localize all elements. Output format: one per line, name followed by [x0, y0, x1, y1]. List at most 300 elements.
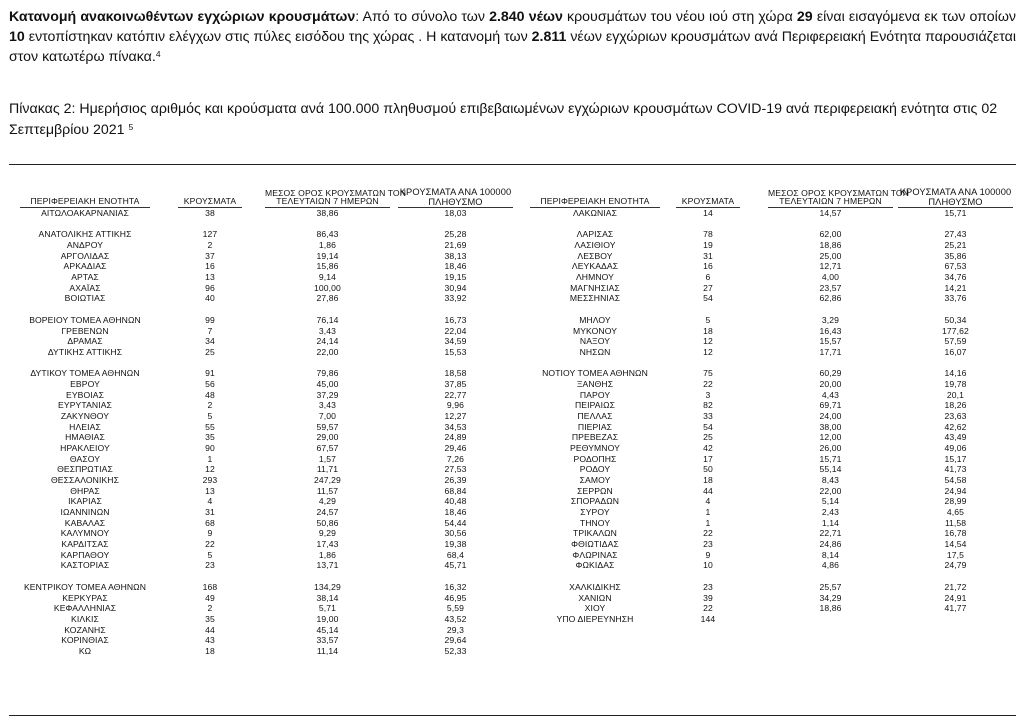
table-cell-cases-left: 55: [205, 421, 215, 432]
table-cell-cases-left: 4: [207, 496, 213, 507]
table-cell-region-right: ΣΥΡΟΥ: [580, 507, 610, 517]
table-cell-avg7d-right: 26,00: [819, 443, 842, 453]
table-cell-cases-right: 19: [703, 240, 713, 250]
table-cell-region-left: ΘΕΣΣΑΛΟΝΙΚΗΣ: [50, 475, 120, 485]
table-cell-cases-right: 22: [703, 378, 713, 389]
table-cell-cases-left: 168: [202, 581, 218, 592]
table-cell-region-right: ΠΕΙΡΑΙΩΣ: [574, 400, 616, 411]
table-cell-region-left: ΚΟΡΙΝΘΙΑΣ: [61, 635, 109, 646]
table-cell-per100k-right: 16,07: [944, 346, 967, 357]
table-cell-avg7d-right: 22,71: [819, 528, 842, 539]
table-cell-per100k-right: 43,49: [944, 432, 967, 443]
table-cell-region-left: ΓΡΕΒΕΝΩΝ: [61, 325, 109, 336]
table-cell-avg7d-left: 22,00: [316, 346, 339, 357]
table-cell-cases-left: 2: [207, 400, 213, 411]
table-cell-per100k-right: 34,76: [944, 272, 967, 283]
table-cell-per100k-right: 177,62: [942, 325, 969, 336]
table-cell-cases-right: 5: [705, 314, 711, 325]
table-cell-cases-left: 127: [202, 229, 218, 240]
table-cell-per100k-left: 38,13: [444, 250, 467, 261]
table-cell-region-left: ΖΑΚΥΝΘΟΥ: [60, 410, 110, 421]
table-cell-cases-right: 22: [703, 528, 713, 539]
table-cell-per100k-right: 20,1: [946, 389, 965, 400]
table-cell-cases-right: 23: [703, 539, 713, 550]
table-cell-avg7d-left: 4,29: [318, 496, 337, 507]
table-cell-per100k-right: 14,54: [944, 539, 967, 550]
table-cell-per100k-left: 29,3: [446, 624, 465, 635]
table-cell-region-right: ΛΑΚΩΝΙΑΣ: [572, 208, 618, 218]
table-cell-cases-right: 16: [703, 261, 713, 272]
table-cell-per100k-left: 30,94: [444, 282, 467, 293]
header-per100k-right-line2: ΠΛΗΘΥΣΜΟ: [928, 197, 983, 207]
table-cell-avg7d-left: 45,00: [316, 378, 339, 389]
table-cell-cases-left: 91: [205, 368, 215, 379]
table-cell-region-left: ΔΡΑΜΑΣ: [67, 336, 103, 347]
table-cell-cases-left: 9: [207, 528, 213, 539]
table-cell-cases-right: 31: [703, 250, 713, 261]
table-cell-cases-right: 27: [703, 282, 713, 293]
table-cell-avg7d-left: 1,57: [318, 453, 337, 464]
table-cell-per100k-right: 24,91: [944, 592, 967, 603]
table-cell-cases-right: 1: [705, 507, 711, 517]
table-cell-region-left: ΘΕΣΠΡΩΤΙΑΣ: [57, 464, 113, 475]
table-cell-region-left: ΙΚΑΡΙΑΣ: [68, 496, 102, 507]
table-cell-avg7d-right: 25,57: [819, 581, 842, 592]
table-cell-region-left: ΚΟΖΑΝΗΣ: [64, 624, 106, 635]
table-cell-avg7d-right: 14,57: [819, 208, 842, 218]
table-cell-cases-right: 14: [703, 208, 713, 218]
table-cell-region-right: ΤΗΝΟΥ: [579, 517, 611, 528]
table-cell-region-right: ΣΑΜΟΥ: [579, 475, 611, 485]
table-cell-region-right: ΠΙΕΡΙΑΣ: [577, 421, 613, 432]
table-cell-per100k-left: 29,46: [444, 443, 467, 453]
table-cell-cases-left: 44: [205, 624, 215, 635]
table-cell-cases-right: 18: [703, 475, 713, 485]
table-cell-cases-right: 33: [703, 410, 713, 421]
table-cell-cases-left: 18: [205, 645, 215, 656]
table-cell-region-left: ΒΟΡΕΙΟΥ ΤΟΜΕΑ ΑΘΗΝΩΝ: [29, 314, 141, 325]
table-cell-per100k-right: 41,73: [944, 464, 967, 475]
table-cell-avg7d-left: 76,14: [316, 314, 339, 325]
table-cell-cases-left: 13: [205, 485, 215, 496]
table-cell-cases-left: 31: [205, 507, 215, 517]
table-cell-cases-right: 17: [703, 453, 713, 464]
table-cell-cases-left: 2: [207, 240, 213, 250]
table-cell-region-left: ΚΕΝΤΡΙΚΟΥ ΤΟΜΕΑ ΑΘΗΝΩΝ: [23, 581, 147, 592]
table-cell-per100k-right: 24,79: [944, 560, 967, 571]
table-cell-region-left: ΒΟΙΩΤΙΑΣ: [64, 293, 106, 304]
table-cell-cases-right: 82: [703, 400, 713, 411]
table-cell-region-left: ΔΥΤΙΚΟΥ ΤΟΜΕΑ ΑΘΗΝΩΝ: [30, 368, 140, 379]
table-cell-per100k-left: 27,53: [444, 464, 467, 475]
table-cell-avg7d-left: 11,57: [316, 485, 339, 496]
table-cell-avg7d-left: 29,00: [316, 432, 339, 443]
table-cell-avg7d-left: 33,57: [316, 635, 339, 646]
table-cell-avg7d-right: 55,14: [819, 464, 842, 475]
table-cell-per100k-left: 16,73: [444, 314, 467, 325]
table-cell-avg7d-right: 17,71: [819, 346, 842, 357]
table-cell-per100k-left: 46,95: [444, 592, 467, 603]
table-cell-per100k-left: 29,64: [444, 635, 467, 646]
table-cell-region-left: ΚΕΡΚΥΡΑΣ: [62, 592, 108, 603]
table-cell-cases-right: 50: [703, 464, 713, 475]
table-cell-avg7d-left: 5,71: [318, 603, 337, 614]
table-cell-cases-left: 49: [205, 592, 215, 603]
table-cell-per100k-right: 23,63: [944, 410, 967, 421]
table-cell-per100k-left: 18,46: [444, 261, 467, 272]
table-cell-per100k-right: 24,94: [944, 485, 967, 496]
header-avg-right-line1: ΜΕΣΟΣ ΟΡΟΣ ΚΡΟΥΣΜΑΤΩΝ ΤΟΝ: [768, 188, 909, 198]
table-cell-per100k-left: 18,58: [444, 368, 467, 379]
table-cell-avg7d-right: 16,43: [819, 325, 842, 336]
header-region-right: ΠΕΡΙΦΕΡΕΙΑΚΗ ΕΝΟΤΗΤΑ: [540, 196, 650, 206]
table-cell-avg7d-right: 8,14: [821, 549, 840, 560]
table-cell-avg7d-left: 9,14: [318, 272, 337, 283]
table-cell-avg7d-right: 24,86: [819, 539, 842, 550]
table-cell-region-right: ΛΕΥΚΑΔΑΣ: [571, 261, 619, 272]
table-cell-avg7d-left: 1,86: [318, 240, 337, 250]
table-cell-region-left: ΙΩΑΝΝΙΝΩΝ: [60, 507, 110, 517]
intro-domestic-count: 2.811: [531, 29, 567, 45]
table-cell-cases-right: 54: [703, 293, 713, 304]
table-cell-region-left: ΕΥΡΥΤΑΝΙΑΣ: [58, 400, 112, 411]
table-cell-avg7d-left: 38,14: [316, 592, 339, 603]
table-cell-cases-right: 42: [703, 443, 713, 453]
table-cell-region-right: ΠΡΕΒΕΖΑΣ: [571, 432, 619, 443]
table-cell-region-right: ΦΛΩΡΙΝΑΣ: [572, 549, 618, 560]
table-cell-cases-right: 9: [705, 549, 711, 560]
table-cell-avg7d-right: 12,00: [819, 432, 842, 443]
table-cell-region-right: ΞΑΝΘΗΣ: [576, 378, 614, 389]
table-cell-region-left: ΘΗΡΑΣ: [70, 485, 100, 496]
table-cell-avg7d-left: 100,00: [314, 282, 341, 293]
table-cell-region-left: ΑΧΑΪΑΣ: [69, 282, 101, 293]
table-cell-per100k-left: 34,53: [444, 421, 467, 432]
table-cell-avg7d-right: 23,57: [819, 282, 842, 293]
header-avg-left-line2: ΤΕΛΕΥΤΑΙΩΝ 7 ΗΜΕΡΩΝ: [276, 196, 379, 206]
table-cell-cases-left: 7: [207, 325, 213, 336]
table-cell-cases-right: 12: [703, 336, 713, 347]
table-cell-per100k-left: 22,77: [444, 389, 467, 400]
table-cell-per100k-left: 37,85: [444, 378, 467, 389]
table-cell-per100k-right: 16,78: [944, 528, 967, 539]
table-cell-avg7d-right: 24,00: [819, 410, 842, 421]
intro-text-5: νέων εγχώριων κρουσμάτων ανά Περιφερειακή Ενότητα παρουσιάζεται στον κατωτέρω πίνακα.: [9, 29, 1016, 65]
table-cell-per100k-left: 54,44: [444, 517, 467, 528]
table-caption: [9, 99, 1016, 140]
table-cell-cases-left: 96: [205, 282, 215, 293]
table-cell-region-right: ΡΟΔΟΠΗΣ: [573, 453, 617, 464]
table-cell-avg7d-right: 5,14: [821, 496, 840, 507]
table-cell-cases-right: 1: [705, 517, 711, 528]
table-cell-region-left: ΚΑΒΑΛΑΣ: [64, 517, 106, 528]
table-cell-region-left: ΑΡΚΑΔΙΑΣ: [63, 261, 107, 272]
table-cell-region-right: ΡΕΘΥΜΝΟΥ: [570, 443, 620, 453]
table-cell-avg7d-left: 17,43: [316, 539, 339, 550]
table-top-rule: [9, 164, 1016, 165]
table-cell-avg7d-right: 20,00: [819, 378, 842, 389]
table-cell-per100k-left: 43,52: [444, 613, 467, 624]
table-cell-region-left: ΚΑΡΔΙΤΣΑΣ: [61, 539, 109, 550]
table-cell-avg7d-left: 134,29: [314, 581, 341, 592]
table-cell-region-right: ΥΠΟ ΔΙΕΡΕΥΝΗΣΗ: [556, 613, 634, 624]
table-cell-region-right: ΣΠΟΡΑΔΩΝ: [570, 496, 620, 507]
table-cell-avg7d-right: 18,86: [819, 240, 842, 250]
table-cell-per100k-left: 18,46: [444, 507, 467, 517]
caption-text: Πίνακας 2: Ημερήσιος αριθμός και κρούσματα ανά 100.000 πληθυσμού επιβεβαιωμένων εγχώριων κρουσμάτων COVID-19 ανά περιφερειακή ενότητα στις 02 Σεπτεμβρίου 2021: [9, 101, 998, 138]
table-cell-avg7d-right: 69,71: [819, 400, 842, 411]
table-cell-avg7d-left: 19,14: [316, 250, 339, 261]
table-cell-region-right: ΜΑΓΝΗΣΙΑΣ: [570, 282, 620, 293]
table-cell-per100k-right: 27,43: [944, 229, 967, 240]
table-cell-avg7d-left: 50,86: [316, 517, 339, 528]
table-cell-per100k-right: 54,58: [944, 475, 967, 485]
table-cell-avg7d-right: 60,29: [819, 368, 842, 379]
table-cell-region-right: ΜΗΛΟΥ: [579, 314, 611, 325]
table-cell-region-right: ΠΑΡΟΥ: [579, 389, 611, 400]
table-cell-cases-right: 39: [703, 592, 713, 603]
table-cell-cases-right: 23: [703, 581, 713, 592]
table-cell-avg7d-right: 15,71: [819, 453, 842, 464]
table-cell-per100k-right: 50,34: [944, 314, 967, 325]
table-cell-per100k-left: 9,96: [446, 400, 465, 411]
table-cell-per100k-right: 15,17: [944, 453, 967, 464]
table-cell-per100k-right: 67,53: [944, 261, 967, 272]
table-cell-per100k-left: 68,4: [446, 549, 465, 560]
header-per100k-right-line1: ΚΡΟΥΣΜΑΤΑ ΑΝΑ 100000: [899, 187, 1012, 197]
table-cell-cases-left: 13: [205, 272, 215, 283]
table-cell-cases-left: 48: [205, 389, 215, 400]
intro-text-2: κρουσμάτων του νέου ιού στη χώρα: [562, 9, 797, 25]
table-cell-region-right: ΛΑΣΙΘΙΟΥ: [574, 240, 616, 250]
header-avg-left-line1: ΜΕΣΟΣ ΟΡΟΣ ΚΡΟΥΣΜΑΤΩΝ ΤΟΝ: [265, 188, 406, 198]
table-cell-region-left: ΚΑΣΤΟΡΙΑΣ: [60, 560, 110, 571]
table-cell-per100k-left: 15,53: [444, 346, 467, 357]
table-cell-avg7d-left: 24,57: [316, 507, 339, 517]
table-cell-avg7d-left: 11,14: [316, 645, 339, 656]
table-cell-region-right: ΣΕΡΡΩΝ: [577, 485, 613, 496]
table-cell-avg7d-left: 67,57: [316, 443, 339, 453]
header-region-left: ΠΕΡΙΦΕΡΕΙΑΚΗ ΕΝΟΤΗΤΑ: [30, 196, 140, 206]
table-cell-per100k-left: 26,39: [444, 475, 467, 485]
table-cell-region-left: ΚΑΡΠΑΘΟΥ: [60, 549, 110, 560]
table-cell-per100k-left: 21,69: [444, 240, 467, 250]
table-cell-region-left: ΚΙΛΚΙΣ: [71, 613, 99, 624]
table-cell-cases-left: 37: [205, 250, 215, 261]
table-cell-region-left: ΑΝΔΡΟΥ: [66, 240, 104, 250]
table-cell-avg7d-left: 3,43: [318, 325, 337, 336]
table-cell-cases-left: 25: [205, 346, 215, 357]
table-cell-region-left: ΚΩ: [78, 645, 92, 656]
table-cell-region-right: ΧΑΝΙΩΝ: [578, 592, 612, 603]
table-cell-avg7d-left: 13,71: [316, 560, 339, 571]
table-cell-avg7d-left: 45,14: [316, 624, 339, 635]
table-cell-avg7d-right: 34,29: [819, 592, 842, 603]
table-cell-cases-right: 4: [705, 496, 711, 507]
table-cell-region-left: ΑΝΑΤΟΛΙΚΗΣ ΑΤΤΙΚΗΣ: [38, 229, 132, 240]
table-cell-per100k-left: 68,84: [444, 485, 467, 496]
table-cell-avg7d-right: 18,86: [819, 603, 842, 614]
table-cell-cases-right: 54: [703, 421, 713, 432]
table-cell-cases-left: 38: [205, 208, 215, 218]
table-cell-region-right: ΝΑΞΟΥ: [579, 336, 611, 347]
table-cell-per100k-right: 14,21: [944, 282, 967, 293]
table-cell-per100k-left: 18,03: [444, 208, 467, 218]
table-cell-per100k-left: 24,89: [444, 432, 467, 443]
table-cell-region-left: ΚΑΛΥΜΝΟΥ: [60, 528, 110, 539]
caption-footnote: 5: [128, 121, 134, 132]
table-cell-cases-left: 43: [205, 635, 215, 646]
table-cell-avg7d-right: 4,43: [821, 389, 840, 400]
table-cell-cases-right: 144: [700, 613, 716, 624]
intro-lead: Κατανομή ανακοινωθέντων εγχώριων κρουσμάτων: [9, 9, 356, 25]
table-cell-region-right: ΝΟΤΙΟΥ ΤΟΜΕΑ ΑΘΗΝΩΝ: [542, 368, 648, 379]
table-cell-per100k-left: 12,27: [444, 410, 467, 421]
table-cell-region-right: ΤΡΙΚΑΛΩΝ: [572, 528, 617, 539]
table-cell-per100k-left: 25,28: [444, 229, 467, 240]
table-cell-avg7d-left: 1,86: [318, 549, 337, 560]
table-cell-avg7d-right: 4,86: [821, 560, 840, 571]
table-cell-region-left: ΕΥΒΟΙΑΣ: [65, 389, 104, 400]
table-cell-region-left: ΕΒΡΟΥ: [70, 378, 100, 389]
table-cell-region-left: ΗΛΕΙΑΣ: [69, 421, 101, 432]
table-cell-cases-right: 18: [703, 325, 713, 336]
header-avg-right-line2: ΤΕΛΕΥΤΑΙΩΝ 7 ΗΜΕΡΩΝ: [779, 196, 882, 206]
table-cell-cases-left: 23: [205, 560, 215, 571]
header-per100k-left-line2: ΠΛΗΘΥΣΜΟ: [428, 197, 483, 207]
table-cell-cases-left: 1: [207, 453, 213, 464]
table-cell-region-right: ΜΥΚΟΝΟΥ: [572, 325, 618, 336]
table-cell-cases-left: 5: [207, 410, 213, 421]
table-cell-cases-right: 78: [703, 229, 713, 240]
table-cell-per100k-right: 11,58: [944, 517, 967, 528]
table-cell-per100k-right: 14,16: [944, 368, 967, 379]
table-cell-cases-left: 2: [207, 603, 213, 614]
table-cell-region-right: ΛΕΣΒΟΥ: [577, 250, 613, 261]
table-cell-region-left: ΘΑΣΟΥ: [69, 453, 101, 464]
table-cell-avg7d-right: 62,86: [819, 293, 842, 304]
table-cell-avg7d-left: 7,00: [318, 410, 337, 421]
table-cell-cases-left: 12: [205, 464, 215, 475]
table-cell-avg7d-left: 38,86: [316, 208, 339, 218]
table-cell-per100k-right: 57,59: [944, 336, 967, 347]
intro-text-4: εντοπίστηκαν κατόπιν ελέγχων στις πύλες εισόδου της χώρας . Η κατανομή των: [24, 29, 532, 45]
table-cell-cases-left: 40: [205, 293, 215, 304]
table-cell-region-right: ΧΑΛΚΙΔΙΚΗΣ: [569, 581, 621, 592]
intro-border-count: 10: [9, 29, 25, 45]
table-cell-per100k-right: 4,65: [946, 507, 965, 517]
table-cell-per100k-left: 33,92: [444, 293, 467, 304]
table-cell-cases-right: 25: [703, 432, 713, 443]
table-cell-per100k-right: 42,62: [944, 421, 967, 432]
table-cell-avg7d-right: 12,71: [819, 261, 842, 272]
table-cell-region-left: ΚΕΦΑΛΛΗΝΙΑΣ: [53, 603, 117, 614]
header-cases-left: ΚΡΟΥΣΜΑΤΑ: [183, 196, 237, 206]
table-cell-region-right: ΡΟΔΟΥ: [579, 464, 611, 475]
table-cell-per100k-left: 34,59: [444, 336, 467, 347]
intro-text-3: είναι εισαγόμενα εκ των οποίων: [812, 9, 1016, 25]
table-cell-cases-left: 5: [207, 549, 213, 560]
table-cell-avg7d-right: 3,29: [821, 314, 840, 325]
table-cell-per100k-right: 35,86: [944, 250, 967, 261]
table-cell-cases-left: 56: [205, 378, 215, 389]
table-cell-region-right: ΜΕΣΣΗΝΙΑΣ: [569, 293, 621, 304]
table-cell-cases-right: 12: [703, 346, 713, 357]
table-cell-per100k-left: 5,59: [446, 603, 465, 614]
table-cell-per100k-left: 40,48: [444, 496, 467, 507]
table-cell-cases-left: 16: [205, 261, 215, 272]
table-cell-avg7d-right: 15,57: [819, 336, 842, 347]
table-cell-region-left: ΔΥΤΙΚΗΣ ΑΤΤΙΚΗΣ: [47, 346, 123, 357]
table-cell-avg7d-right: 2,43: [821, 507, 840, 517]
table-cell-per100k-right: 33,76: [944, 293, 967, 304]
table-cell-per100k-left: 19,15: [444, 272, 467, 283]
table-cell-cases-right: 3: [705, 389, 711, 400]
table-cell-cases-left: 34: [205, 336, 215, 347]
table-cell-avg7d-right: 22,00: [819, 485, 842, 496]
table-cell-avg7d-left: 27,86: [316, 293, 339, 304]
table-cell-per100k-left: 30,56: [444, 528, 467, 539]
table-cell-region-right: ΛΑΡΙΣΑΣ: [576, 229, 614, 240]
table-cell-region-right: ΠΕΛΛΑΣ: [577, 410, 613, 421]
intro-paragraph: [9, 7, 1016, 67]
table-cell-cases-left: 68: [205, 517, 215, 528]
table-cell-avg7d-right: 4,00: [821, 272, 840, 283]
table-cell-cases-right: 44: [703, 485, 713, 496]
table-cell-per100k-left: 16,32: [444, 581, 467, 592]
table-cell-cases-right: 75: [703, 368, 713, 379]
intro-text-1: : Από το σύνολο των: [355, 9, 490, 25]
intro-imported-count: 29: [796, 9, 813, 25]
table-cell-avg7d-left: 79,86: [316, 368, 339, 379]
table-cell-region-right: ΧΙΟΥ: [584, 603, 606, 614]
table-cell-avg7d-right: 25,00: [819, 250, 842, 261]
table-cell-per100k-right: 25,21: [944, 240, 967, 250]
table-cell-region-right: ΛΗΜΝΟΥ: [575, 272, 615, 283]
table-cell-region-right: ΦΩΚΙΔΑΣ: [575, 560, 615, 571]
table-cell-per100k-left: 7,26: [446, 453, 465, 464]
table-cell-avg7d-left: 11,71: [316, 464, 339, 475]
table-cell-per100k-right: 41,77: [944, 603, 967, 614]
table-cell-per100k-right: 49,06: [944, 443, 967, 453]
table-cell-avg7d-left: 24,14: [316, 336, 339, 347]
table-cell-avg7d-left: 3,43: [318, 400, 337, 411]
table-cell-region-right: ΝΗΣΩΝ: [579, 346, 611, 357]
table-bottom-rule: [9, 715, 1016, 716]
table-cell-cases-left: 99: [205, 314, 215, 325]
table-cell-per100k-right: 21,72: [944, 581, 967, 592]
table-cell-cases-left: 293: [202, 475, 218, 485]
table-cell-avg7d-left: 86,43: [316, 229, 339, 240]
table-cell-avg7d-left: 59,57: [316, 421, 339, 432]
table-cell-per100k-right: 15,71: [944, 208, 967, 218]
table-cell-cases-right: 6: [705, 272, 711, 283]
table-cell-avg7d-left: 19,00: [316, 613, 339, 624]
table-cell-per100k-right: 18,26: [944, 400, 967, 411]
table-cell-avg7d-left: 9,29: [318, 528, 337, 539]
intro-footnote: 4: [155, 49, 161, 59]
intro-total-cases: 2.840 νέων: [489, 9, 563, 25]
table-cell-per100k-left: 19,38: [444, 539, 467, 550]
table-cell-cases-left: 90: [205, 443, 215, 453]
cases-table: [0, 180, 1024, 715]
table-cell-avg7d-left: 15,86: [316, 261, 339, 272]
table-cell-avg7d-right: 8,43: [821, 475, 840, 485]
table-cell-avg7d-left: 37,29: [316, 389, 339, 400]
table-cell-avg7d-right: 62,00: [819, 229, 842, 240]
table-cell-cases-left: 35: [205, 432, 215, 443]
table-cell-cases-left: 35: [205, 613, 215, 624]
